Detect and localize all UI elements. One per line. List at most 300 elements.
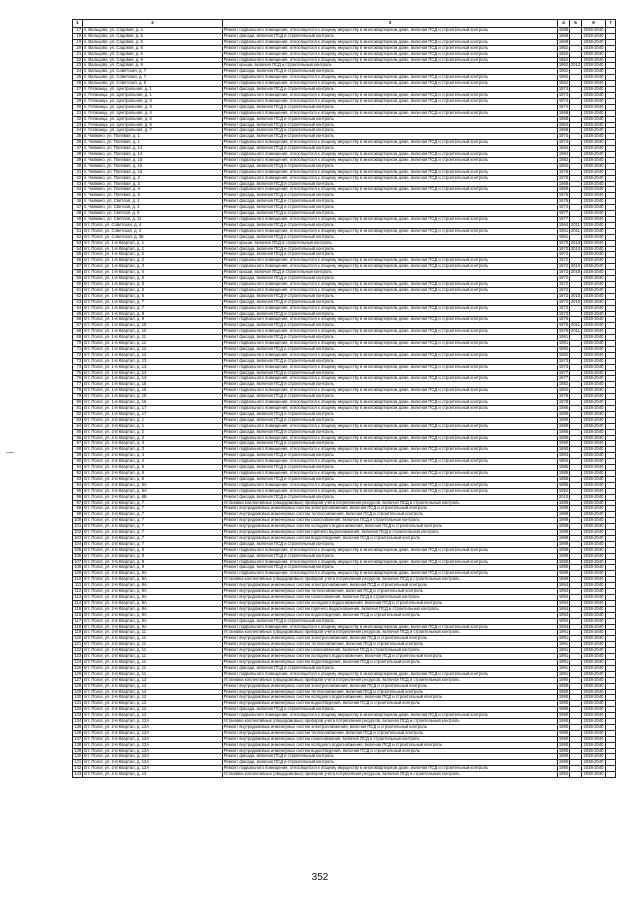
cell-n: 43 xyxy=(73,181,83,187)
cell-n: 84 xyxy=(73,423,83,429)
cell-per: 2038-2040 xyxy=(583,92,604,97)
cell-yr: 1972 xyxy=(558,269,569,275)
cell-addr: пгт. Полог, ул. 2-й Квартал, д. 6А xyxy=(83,488,223,494)
cell-yr: 1994 xyxy=(558,594,569,599)
cell-work: Ремонт внутридомовых инженерных систем газоснабжения, включая ПСД и строительный контроль xyxy=(223,736,558,742)
cell-per: 2038-2040 xyxy=(583,364,604,369)
cell-n: 25 xyxy=(73,75,83,81)
cell-addr: пгт. Полог, ул. 2-й Квартал, д. 3 xyxy=(83,441,223,447)
cell-yr: 1992 xyxy=(558,488,569,493)
cell-per: 2038-2040 xyxy=(583,482,604,487)
cell-addr: п. Вальцово, ул. Садовая, д. 5 xyxy=(83,39,223,45)
cell-n: 20 xyxy=(73,45,83,51)
cell-work: Ремонт фасада, включая ПСД и строительный контроль xyxy=(223,104,558,110)
cell-per: 2038-2040 xyxy=(583,411,604,416)
cell-work: Ремонт фасада, включая ПСД и строительный контроль xyxy=(223,370,558,376)
cell-work: Ремонт подвального помещения, относящегося к общему имуществу в многоквартирном доме, включая ПСД и строительный контроль xyxy=(223,470,558,476)
cell-n: 37 xyxy=(73,146,83,152)
cell-per: 2038-2040 xyxy=(583,163,604,168)
cell-n: 137 xyxy=(74,736,82,741)
cell-n: 21 xyxy=(73,51,83,57)
cell-addr: п. Чайкино, ул. Светлая, д. 9 xyxy=(83,211,223,217)
cell-n: 97 xyxy=(73,500,83,506)
cell-yr2: 2010 xyxy=(570,293,581,298)
cell-per: 2038-2040 xyxy=(583,251,604,257)
cell-yr: 1968 xyxy=(558,110,569,115)
cell-yr: 1994 xyxy=(558,618,569,623)
cell-addr: пгт. Полог, ул. 2-й Квартал, д. 11 xyxy=(83,671,223,677)
cell-work: Ремонт подвального помещения, относящегося к общему имуществу в многоквартирном доме, включая ПСД и строительный контроль xyxy=(223,152,558,158)
cell-per: 2038-2040 xyxy=(583,275,604,281)
cell-work: Ремонт внутридомовых инженерных систем теплоснабжения, включая ПСД и строительный контроль xyxy=(223,730,558,736)
cell-per: 2038-2040 xyxy=(583,98,604,103)
cell-per: 2038-2040 xyxy=(583,458,604,464)
cell-yr: 1989 xyxy=(558,500,569,505)
cell-addr: пгт. Полог, ул. 1-й Квартал, д. 11 xyxy=(83,335,223,341)
cell-addr: п. Чайкино, ул. Светлая, д. 11 xyxy=(83,217,223,223)
cell-addr: пгт. Полог, ул. 1-й Квартал, д. 3 xyxy=(83,264,223,270)
cell-yr: 1990 xyxy=(558,724,569,729)
cell-per: 2038-2040 xyxy=(583,157,604,162)
cell-yr: 1976 xyxy=(558,169,569,174)
cell-yr: 1985 xyxy=(558,464,569,470)
cell-yr: 1986 xyxy=(558,482,569,487)
cell-work: Ремонт фасада, включая ПСД и строительный контроль xyxy=(223,429,558,435)
cell-per: 2038-2040 xyxy=(583,358,604,363)
table-body xyxy=(73,28,616,778)
cell-yr: 1976 xyxy=(558,198,569,204)
cell-n: 110 xyxy=(73,577,83,583)
column-header: 6 xyxy=(582,20,606,28)
cell-per: 2038-2040 xyxy=(583,659,604,664)
cell-work: Ремонт фасада, включая ПСД и строительный контроль xyxy=(223,69,558,75)
cell-addr: пгт. Полог, ул. 2-й Квартал, д. 9А xyxy=(83,618,223,624)
cell-yr: 1990 xyxy=(558,753,569,759)
cell-addr: пгт. Полог, ул. 2-й Квартал, д. 12 xyxy=(83,683,223,689)
cell-addr: п. Чайкино, ул. Полевая, д. 4 xyxy=(83,187,223,193)
register-sheet xyxy=(72,19,615,778)
cell-per: 2038-2040 xyxy=(583,45,604,50)
cell-per: 2038-2040 xyxy=(583,393,604,399)
cell-n: 127 xyxy=(74,677,82,682)
cell-addr: пгт. Полог, ул. 2-й Квартал, д. 12А xyxy=(83,724,223,730)
cell-work: Ремонт подвального помещения, относящегося к общему имуществу в многоквартирном доме, включая ПСД и строительный контроль xyxy=(223,305,558,311)
cell-yr: 1990 xyxy=(558,694,569,700)
cell-per: 2038-2040 xyxy=(583,27,604,32)
cell-per: 2038-2040 xyxy=(583,541,604,546)
cell-per: 2038-2040 xyxy=(583,435,604,440)
cell-per: 2038-2040 xyxy=(583,346,604,351)
cell-work: Ремонт внутридомовых инженерных систем холодного водоснабжения, включая ПСД и строительный контроль xyxy=(223,654,558,660)
cell-work: Установка коллективных (общедомовых) приборов учета потребления ресурсов, включая ПСД и строительный контроль xyxy=(223,500,558,506)
cell-yr2: 2010 xyxy=(570,299,581,304)
cell-addr: пгт. Полог, ул. 2-й Квартал, д. 13 xyxy=(83,772,223,778)
cell-per: 2038-2040 xyxy=(583,559,604,564)
cell-per: 2038-2040 xyxy=(583,287,604,292)
cell-per: 2038-2040 xyxy=(583,151,604,157)
cell-per: 2038-2040 xyxy=(583,299,604,304)
cell-work: Ремонт фасада, включая ПСД и строительный контроль xyxy=(223,323,558,329)
cell-addr: пгт. Полог, ул. 1-й Квартал, д. 17 xyxy=(83,411,223,417)
cell-per: 2038-2040 xyxy=(583,736,604,741)
cell-yr: 1976 xyxy=(558,316,569,322)
cell-c7 xyxy=(606,772,616,778)
cell-yr: 1972 xyxy=(558,251,569,257)
cell-yr: 1990 xyxy=(558,765,569,771)
cell-n: 114 xyxy=(73,600,83,606)
cell-yr: 1989 xyxy=(558,511,569,517)
cell-yr: 1976 xyxy=(558,175,569,180)
cell-per: 2038-2040 xyxy=(583,665,604,670)
cell-addr: пгт. Полог, ул. 2-й Квартал, д. 9 xyxy=(83,565,223,571)
cell-per: 2038-2040 xyxy=(583,62,604,68)
cell-work: Ремонт подвального помещения, относящегося к общему имуществу в многоквартирном доме, включая ПСД и строительный контроль xyxy=(223,435,558,441)
cell-per: 2038-2040 xyxy=(583,500,604,505)
cell-work: Установка коллективных (общедомовых) приборов учета потребления ресурсов, включая ПСД и строительный контроль xyxy=(223,577,558,583)
cell-per: 2038-2040 xyxy=(583,618,604,623)
cell-work: Ремонт внутридомовых инженерных систем холодного водоснабжения, включая ПСД и строительный контроль xyxy=(223,600,558,606)
cell-yr: 1974 xyxy=(558,92,569,97)
cell-addr: п. Чайкино, ул. Светлая, д. 1 xyxy=(83,199,223,205)
cell-per: 2038-2040 xyxy=(583,730,604,735)
cell-per: 2038-2040 xyxy=(583,127,604,133)
cell-work: Ремонт подвального помещения, относящегося к общему имуществу в многоквартирном доме, включая ПСД и строительный контроль xyxy=(223,75,558,81)
cell-addr: п. Чайкино, ул. Полевая, д. 14 xyxy=(83,152,223,158)
cell-work: Ремонт фасада, включая ПСД и строительный контроль xyxy=(223,335,558,341)
cell-yr: 1984 xyxy=(558,458,569,464)
cell-yr: 1982 xyxy=(558,387,569,393)
page-number: 352 xyxy=(311,872,329,883)
cell-work: Ремонт внутридомовых инженерных систем электроснабжения, включая ПСД и строительный контроль xyxy=(223,683,558,689)
cell-yr: 1982 xyxy=(558,352,569,357)
cell-per: 2038-2040 xyxy=(583,133,604,139)
cell-work: Ремонт подвального помещения, относящегося к общему имуществу в многоквартирном доме, включая ПСД и строительный контроль xyxy=(223,488,558,494)
cell-addr: п. Чайкино, ул. Полевая, д. 1 xyxy=(83,134,223,140)
cell-per: 2038-2040 xyxy=(583,417,604,422)
cell-yr: 1989 xyxy=(558,541,569,546)
cell-per: 2038-2040 xyxy=(583,612,604,617)
cell-per: 2038-2040 xyxy=(583,600,604,605)
cell-work: Ремонт внутридомовых инженерных систем газоснабжения, включая ПСД и строительный контроль xyxy=(223,595,558,601)
cell-addr: пгт. Полог, ул. 1-й Квартал, д. 6 xyxy=(83,293,223,299)
cell-n: 120 xyxy=(74,635,82,641)
cell-yr: 1961 xyxy=(558,234,569,239)
cell-addr: пгт. Полог, ул. 2-й Квартал, д. 4 xyxy=(83,453,223,459)
cell-work: Ремонт внутридомовых инженерных систем горячего водоснабжения, включая ПСД и строительный контроль xyxy=(223,606,558,612)
cell-work: Ремонт внутридомовых инженерных систем теплоснабжения, включая ПСД и строительный контроль xyxy=(223,642,558,648)
cell-per: 2038-2040 xyxy=(583,494,604,499)
cell-addr: пгт. Полог, ул. 2-й Квартал, д. 9А xyxy=(83,606,223,612)
cell-work: Ремонт подвального помещения, относящегося к общему имуществу в многоквартирном доме, включая ПСД и строительный контроль xyxy=(223,624,558,630)
column-header: 7 xyxy=(606,20,616,28)
cell-addr: пгт. Полог, ул. 2-й Квартал, д. 7 xyxy=(83,512,223,518)
cell-addr: п. Чайкино, ул. Полевая, д. 1 xyxy=(83,140,223,146)
cell-per: 2038-2040 xyxy=(583,712,604,718)
cell-addr: пгт. Полог, ул. 1-й Квартал, д. 13 xyxy=(83,358,223,364)
cell-work: Ремонт подвального помещения, относящегося к общему имуществу в многоквартирном доме, включая ПСД и строительный контроль xyxy=(223,447,558,453)
cell-yr: 1991 xyxy=(558,653,569,659)
cell-yr: 1977 xyxy=(558,370,569,375)
cell-n: 29 xyxy=(73,98,83,104)
cell-work: Ремонт фасада, включая ПСД и строительный контроль xyxy=(223,87,558,93)
cell-work: Ремонт подвального помещения, относящегося к общему имуществу в многоквартирном доме, включая ПСД и строительный контроль xyxy=(223,482,558,488)
cell-work: Ремонт внутридомовых инженерных систем холодного водоснабжения, включая ПСД и строительный контроль xyxy=(223,695,558,701)
cell-n: 78 xyxy=(73,388,83,394)
cell-addr: пгт. Полог, ул. 1-й Квартал, д. 12 xyxy=(83,352,223,358)
cell-yr: 1972 xyxy=(558,263,569,269)
cell-per: 2038-2040 xyxy=(583,257,604,263)
cell-yr: 1994 xyxy=(558,612,569,617)
cell-n: 113 xyxy=(73,595,83,601)
cell-n: 48 xyxy=(73,211,83,217)
cell-addr: пгт. Полог, ул. 1-й Квартал, д. 10 xyxy=(83,329,223,335)
cell-n: 23 xyxy=(73,63,83,69)
cell-addr: пгт. Полог, ул. 2-й Квартал, д. 1 xyxy=(83,417,223,423)
cell-per: 2038-2040 xyxy=(583,399,604,405)
cell-n: 95 xyxy=(73,488,83,494)
cell-addr: пгт. Полог, ул. 2-й Квартал, д. 11 xyxy=(83,630,223,636)
cell-addr: пгт. Полог, ул. 2-й Квартал, д. 7 xyxy=(83,524,223,530)
cell-yr: 1989 xyxy=(558,505,569,511)
cell-work: Ремонт внутридомовых инженерных систем водоотведения, включая ПСД и строительный контроль xyxy=(223,748,558,754)
cell-n: 66 xyxy=(73,317,83,323)
cell-work: Ремонт фасада, включая ПСД и строительный контроль xyxy=(223,346,558,352)
cell-n: 125 xyxy=(74,665,82,670)
cell-n: 77 xyxy=(73,382,83,388)
cell-work: Ремонт подвального помещения, относящегося к общему имуществу в многоквартирном доме, включая ПСД и строительный контроль xyxy=(223,92,558,98)
cell-n: 94 xyxy=(73,482,83,488)
cell-per: 2038-2040 xyxy=(583,742,604,747)
cell-n: 85 xyxy=(73,429,83,435)
cell-yr: 1972 xyxy=(558,299,569,304)
cell-n: 17 xyxy=(73,28,83,34)
cell-n: 87 xyxy=(73,441,83,447)
cell-addr: пгт. Полог, ул. 2-й Квартал, д. 9А xyxy=(83,589,223,595)
cell-work: Ремонт внутридомовых инженерных систем водоотведения, включая ПСД и строительный контроль xyxy=(223,612,558,618)
cell-yr: 1994 xyxy=(558,600,569,605)
cell-addr: пгт. Полог, ул. 2-й Квартал, д. 8 xyxy=(83,547,223,553)
cell-n: 72 xyxy=(73,352,83,358)
cell-yr: 1990 xyxy=(558,446,569,452)
cell-addr: п. Чайкино, ул. Полевая, д. 16 xyxy=(83,169,223,175)
cell-yr: 1982 xyxy=(558,163,569,168)
cell-yr: 1990 xyxy=(558,706,569,712)
cell-yr: 1985 xyxy=(558,470,569,475)
cell-yr: 1978 xyxy=(558,393,569,399)
cell-per: 2038-2040 xyxy=(583,281,604,286)
cell-addr: пгт. Полог, ул. 2-й Квартал, д. 7 xyxy=(83,541,223,547)
cell-yr: 1981 xyxy=(558,340,569,346)
cell-n: 71 xyxy=(73,346,83,352)
cell-yr: 1990 xyxy=(558,417,569,422)
cell-per: 2038-2040 xyxy=(583,305,604,310)
cell-addr: пгт. Полог, ул. 2-й Квартал, д. 7 xyxy=(83,500,223,506)
cell-per: 2038-2040 xyxy=(583,234,604,239)
cell-work: Ремонт фасада, включая ПСД и строительный контроль xyxy=(223,707,558,713)
cell-per: 2038-2040 xyxy=(583,375,604,381)
cell-addr: п. Чайкино, ул. Полевая, д. 15 xyxy=(83,157,223,163)
cell-n: 62 xyxy=(73,293,83,299)
cell-addr: пгт. Полог, ул. 1-й Квартал, д. 14 xyxy=(83,370,223,376)
cell-addr: пгт. Полог, ул. 2-й Квартал, д. 11 xyxy=(83,654,223,660)
cell-work: Ремонт фасада, включая ПСД и строительный контроль xyxy=(223,494,558,500)
cell-work: Ремонт подвального помещения, относящегося к общему имуществу в многоквартирном доме, включая ПСД и строительный контроль xyxy=(223,423,558,429)
cell-addr: пгт. Полог, ул. 1-й Квартал, д. 14 xyxy=(83,376,223,382)
cell-work: Ремонт фасада, включая ПСД и строительный контроль xyxy=(223,553,558,559)
cell-per: 2038-2040 xyxy=(583,470,604,475)
cell-yr: 1994 xyxy=(558,588,569,594)
cell-yr: 1994 xyxy=(558,582,569,588)
cell-addr: пгт. Полог, ул. Советская, д. 4 xyxy=(83,222,223,228)
cell-n: 56 xyxy=(73,258,83,264)
cell-yr: 1962 xyxy=(558,80,569,86)
cell-work: Ремонт фасада, включая ПСД и строительный контроль xyxy=(223,205,558,211)
cell-yr: 1989 xyxy=(558,553,569,558)
cell-n: 33 xyxy=(73,122,83,128)
cell-per: 2038-2040 xyxy=(583,316,604,322)
cell-per: 2038-2040 xyxy=(583,718,604,724)
cell-per: 2038-2040 xyxy=(583,198,604,204)
cell-n: 39 xyxy=(73,157,83,163)
cell-addr: п. Вальцово, ул. Садовая, д. 5 xyxy=(83,33,223,39)
cell-work: Ремонт фасада, включая ПСД и строительный контроль xyxy=(223,193,558,199)
cell-addr: пгт. Полог, ул. 2-й Квартал, д. 11 xyxy=(83,648,223,654)
cell-addr: п. Гетманцы, ул. Центральная, д. 6 xyxy=(83,122,223,128)
cell-addr: пгт. Полог, ул. 2-й Квартал, д. 2 xyxy=(83,429,223,435)
cell-per: 2038-2040 xyxy=(583,588,604,594)
cell-work: Ремонт фасада, включая ПСД и строительный контроль xyxy=(223,116,558,122)
cell-addr: п. Вальцово, ул. Садовая, д. 4 xyxy=(83,28,223,34)
cell-yr2: 2011 xyxy=(570,222,580,227)
cell-per: 2038-2040 xyxy=(583,753,604,759)
cell-yr: 1968 xyxy=(558,127,569,133)
cell-per: 2038-2040 xyxy=(583,647,604,653)
cell-addr: пгт. Полог, ул. 2-й Квартал, д. 7 xyxy=(83,506,223,512)
cell-n: 81 xyxy=(73,406,83,412)
cell-work: Ремонт фасада, включая ПСД и строительный контроль xyxy=(223,453,558,459)
cell-addr: пгт. Полог, ул. 1-й Квартал, д. 7 xyxy=(83,299,223,305)
cell-yr: 1973 xyxy=(558,311,569,316)
cell-work: Ремонт крыши, включая ПСД и строительный контроль xyxy=(223,270,558,276)
cell-yr: 1968 xyxy=(558,116,569,121)
cell-yr: 1984 xyxy=(558,151,569,157)
cell-yr2: 2010 xyxy=(570,240,581,245)
cell-per: 2038-2040 xyxy=(583,51,604,56)
cell-addr: п. Гетманцы, ул. Центральная, д. 7 xyxy=(83,128,223,134)
cell-n: 115 xyxy=(73,606,83,612)
cell-per: 2038-2040 xyxy=(583,328,604,334)
cell-work: Ремонт фасада, включая ПСД и строительный контроль xyxy=(223,465,558,471)
cell-n: 54 xyxy=(73,246,83,252)
cell-n: 57 xyxy=(73,264,83,270)
cell-work: Установка коллективных (общедомовых) приборов учета потребления ресурсов, включая ПСД и строительный контроль xyxy=(223,772,558,778)
cell-work: Ремонт внутридомовых инженерных систем теплоснабжения, включая ПСД и строительный контроль xyxy=(223,689,558,695)
cell-n: 112 xyxy=(73,589,83,595)
cell-addr: пгт. Полог, ул. 2-й Квартал, д. 5 xyxy=(83,470,223,476)
cell-yr: 1990 xyxy=(558,730,569,735)
cell-n: 107 xyxy=(74,559,82,564)
cell-work: Ремонт подвального помещения, относящегося к общему имуществу в многоквартирном доме, включая ПСД и строительный контроль xyxy=(223,400,558,406)
cell-yr2 xyxy=(570,772,582,778)
cell-yr: 1991 xyxy=(558,635,569,641)
cell-work: Ремонт подвального помещения, относящегося к общему имуществу в многоквартирном доме, включая ПСД и строительный контроль xyxy=(223,571,558,577)
cell-work: Установка коллективных (общедомовых) приборов учета потребления ресурсов, включая ПСД и строительный контроль xyxy=(223,630,558,636)
cell-n: 88 xyxy=(73,447,83,453)
cell-work: Ремонт подвального помещения, относящегося к общему имуществу в многоквартирном доме, включая ПСД и строительный контроль xyxy=(223,287,558,293)
cell-per: 2038-2040 xyxy=(583,86,604,92)
cell-per: 2038-2040 xyxy=(583,511,604,517)
cell-work: Ремонт внутридомовых инженерных систем теплоснабжения, включая ПСД и строительный контроль xyxy=(223,589,558,595)
cell-per: 2038-2040 xyxy=(583,222,604,227)
cell-per: 2038-2040 xyxy=(583,116,604,121)
cell-n: 42 xyxy=(73,175,83,181)
cell-n: 24 xyxy=(73,69,83,75)
cell-yr: 1990 xyxy=(558,689,569,694)
table-row xyxy=(73,772,616,778)
cell-work: Ремонт внутридомовых инженерных систем газоснабжения, включая ПСД и строительный контроль xyxy=(223,648,558,654)
cell-per: 2038-2040 xyxy=(583,122,604,127)
cell-per: 2038-2040 xyxy=(583,216,604,221)
cell-yr: 1991 xyxy=(558,647,569,653)
cell-addr: пгт. Полог, ул. 2-й Квартал, д. 11 xyxy=(83,665,223,671)
cell-n: 139 xyxy=(74,748,82,753)
cell-addr: пгт. Полог, ул. 1-й Квартал, д. 5 xyxy=(83,276,223,282)
cell-n: 140 xyxy=(74,753,82,759)
cell-addr: пгт. Полог, ул. 2-й Квартал, д. 9А xyxy=(83,583,223,589)
cell-yr: 1989 xyxy=(558,570,569,576)
cell-n: 73 xyxy=(73,358,83,364)
cell-per: 2038-2040 xyxy=(583,145,604,151)
cell-per: 2038-2040 xyxy=(583,334,604,340)
cell-per: 2038-2040 xyxy=(583,181,604,186)
cell-work: Ремонт фасада, включая ПСД и строительный контроль xyxy=(223,181,558,187)
cell-yr2: 2010 xyxy=(570,246,581,251)
cell-addr: пгт. Полог, ул. 2-й Квартал, д. 12 xyxy=(83,707,223,713)
cell-yr: 1977 xyxy=(558,375,569,381)
cell-n: 106 xyxy=(74,553,82,558)
cell-n: 124 xyxy=(74,659,82,664)
cell-n: 35 xyxy=(73,134,83,140)
cell-addr: пгт. Полог, ул. 2-й Квартал, д. 12 xyxy=(83,689,223,695)
cell-per: 2038-2040 xyxy=(583,246,604,251)
cell-addr: пгт. Полог, ул. 1-й Квартал, д. 15 xyxy=(83,388,223,394)
cell-work: Ремонт подвального помещения, относящегося к общему имуществу в многоквартирном доме, включая ПСД и строительный контроль xyxy=(223,217,558,223)
table-header-row xyxy=(73,20,616,28)
cell-work: Ремонт фасада, включая ПСД и строительный контроль xyxy=(223,276,558,282)
cell-addr: пгт. Полог, ул. 2-й Квартал, д. 5 xyxy=(83,465,223,471)
cell-yr: 1962 xyxy=(558,51,569,56)
cell-addr: пгт. Полог, ул. 2-й Квартал, д. 9А xyxy=(83,612,223,618)
cell-per: 2038-2040 xyxy=(583,80,604,86)
cell-work: Ремонт фасада, включая ПСД и строительный контроль xyxy=(223,128,558,134)
cell-per: 2038-2040 xyxy=(583,452,604,458)
cell-n: 117 xyxy=(73,618,83,624)
cell-yr: 1986 xyxy=(558,411,569,416)
cell-n: 136 xyxy=(74,730,82,735)
cell-addr: пгт. Полог, ул. 2-й Квартал, д. 12А xyxy=(83,748,223,754)
cell-n: 98 xyxy=(73,506,83,512)
cell-work: Ремонт фасада, включая ПСД и строительный контроль xyxy=(223,134,558,140)
cell-yr: 1990 xyxy=(558,559,569,564)
cell-yr: 1990 xyxy=(558,748,569,753)
cell-per: 2038-2040 xyxy=(583,700,604,706)
cell-per: 2038-2040 xyxy=(583,765,604,771)
cell-n: 91 xyxy=(73,465,83,471)
cell-work: Ремонт фасада, включая ПСД и строительный контроль xyxy=(223,760,558,766)
cell-addr: пгт. Полог, ул. Советская, д. 4 xyxy=(83,228,223,234)
cell-n: 111 xyxy=(73,583,83,589)
cell-work: Ремонт подвального помещения, относящегося к общему имуществу в многоквартирном доме, включая ПСД и строительный контроль xyxy=(223,187,558,193)
